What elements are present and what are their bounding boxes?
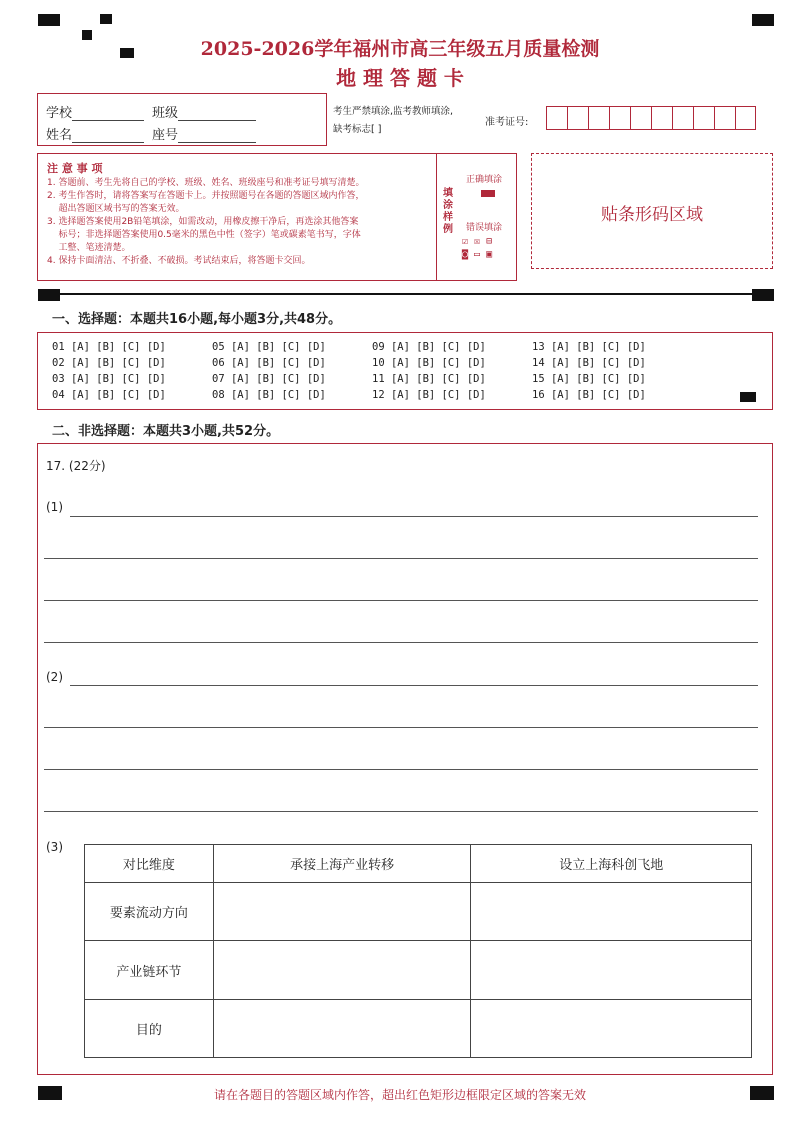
page-subtitle: 地 理 答 题 卡 [336,66,464,90]
timing-mark [752,289,774,301]
answer-line[interactable] [44,642,758,643]
mc-item[interactable]: 13 [A] [B] [C] [D] [532,341,646,353]
mc-item[interactable]: 03 [A] [B] [C] [D] [52,373,166,385]
notice-item: 标号；非选择题答案使用0.5毫米的黑色中性（签字）笔或碳素笔书写，字体 [47,230,361,240]
school-field[interactable] [46,102,144,121]
fill-sample-label: 填涂样例 [443,188,453,235]
correct-fill-sample [481,190,495,197]
mc-item[interactable]: 15 [A] [B] [C] [D] [532,373,646,385]
part1-label: (1) [46,500,63,514]
wrong-fill-samples: ☑ ☒ ⊟ ◙ ▭ ▣ [462,236,493,260]
mc-item[interactable]: 14 [A] [B] [C] [D] [532,357,646,369]
section1-heading: 一、选择题：本题共16小题,每小题3分,共48分。 [52,312,342,327]
barcode-label: 贴条形码区域 [601,205,703,225]
timing-mark [752,14,774,26]
comparison-table [84,844,752,1058]
answer-line[interactable] [44,558,758,559]
mc-item[interactable]: 16 [A] [B] [C] [D] [532,389,646,401]
timing-mark [100,14,112,24]
table-row-label: 目的 [85,999,214,1057]
timing-mark [750,1086,774,1100]
mc-item[interactable]: 11 [A] [B] [C] [D] [372,373,486,385]
table-header: 对比维度 [85,845,214,883]
table-header: 承接上海产业转移 [213,845,471,883]
table-header: 设立上海科创飞地 [471,845,752,883]
answer-line[interactable] [44,727,758,728]
mc-item[interactable]: 07 [A] [B] [C] [D] [212,373,326,385]
table-cell[interactable] [471,941,752,999]
footer-warning: 请在各题目的答题区域内作答，超出红色矩形边框限定区域的答案无效 [213,1088,586,1102]
timing-mark [740,392,756,402]
part2-label: (2) [46,670,63,684]
exam-no-label: 准考证号: [485,117,529,128]
mc-item[interactable]: 04 [A] [B] [C] [D] [52,389,166,401]
section-divider [60,293,752,295]
mc-item[interactable]: 10 [A] [B] [C] [D] [372,357,486,369]
notice-item: 4. 保持卡面清洁、不折叠、不破损。考试结束后，将答题卡交回。 [47,256,311,266]
timing-mark [38,289,60,301]
mc-item[interactable]: 05 [A] [B] [C] [D] [212,341,326,353]
mc-item[interactable]: 01 [A] [B] [C] [D] [52,341,166,353]
table-cell[interactable] [471,883,752,941]
answer-line[interactable] [44,600,758,601]
page-title: 2025-2026学年福州市高三年级五月质量检测 [200,38,600,60]
name-field[interactable] [46,124,144,143]
mc-item[interactable]: 09 [A] [B] [C] [D] [372,341,486,353]
correct-fill-label: 正确填涂 [466,175,503,185]
table-cell[interactable] [213,941,471,999]
mc-item[interactable]: 12 [A] [B] [C] [D] [372,389,486,401]
answer-line[interactable] [70,516,758,517]
fill-note: 考生严禁填涂,监考教师填涂, [333,106,454,117]
mc-item[interactable]: 08 [A] [B] [C] [D] [212,389,326,401]
notice-title: 注 意 事 项 [47,162,103,175]
answer-line[interactable] [44,769,758,770]
school-label: 学校 [46,106,73,121]
answer-line[interactable] [44,811,758,812]
q17-label: 17. (22分) [46,459,106,473]
mc-item[interactable]: 02 [A] [B] [C] [D] [52,357,166,369]
notice-item: 超出答题区域书写的答案无效。 [47,204,185,214]
exam-number-grid[interactable] [546,106,756,130]
seat-label: 座号 [152,128,179,143]
notice-list [47,177,437,268]
notice-item: 1. 答题前、考生先将自己的学校、班级、姓名、班级座号和准考证号填写清楚。 [47,178,365,188]
notice-item: 2. 考生作答时，请将答案写在答题卡上。并按照题号在各题的答题区域内作答， [47,191,365,201]
seat-field[interactable] [152,124,256,143]
wrong-fill-label: 错误填涂 [466,223,503,233]
section2-heading: 二、非选择题：本题共3小题,共52分。 [52,424,280,439]
table-cell[interactable] [213,883,471,941]
table-row-label: 要素流动方向 [85,883,214,941]
notice-divider [436,153,437,281]
timing-mark [38,14,60,26]
mc-item[interactable]: 06 [A] [B] [C] [D] [212,357,326,369]
table-cell[interactable] [213,999,471,1057]
table-row-label: 产业链环节 [85,941,214,999]
class-label: 班级 [152,106,179,121]
name-label: 姓名 [46,128,73,143]
notice-item: 3. 选择题答案使用2B铅笔填涂，如需改动，用橡皮擦干净后，再选涂其他答案 [47,217,359,227]
absent-mark[interactable]: 缺考标志[ ] [333,124,382,135]
notice-item: 工整、笔迹清楚。 [47,243,131,253]
part3-label: (3) [46,840,63,854]
table-cell[interactable] [471,999,752,1057]
class-field[interactable] [152,102,256,121]
answer-line[interactable] [70,685,758,686]
